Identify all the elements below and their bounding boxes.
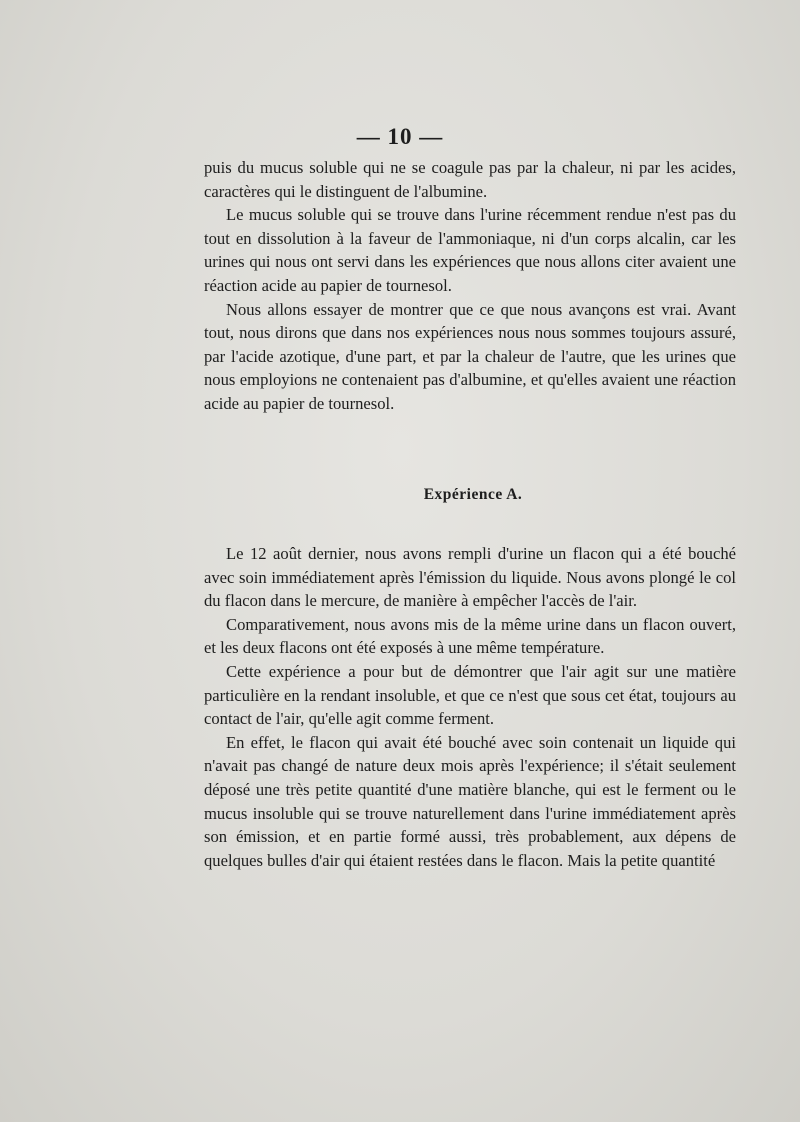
paragraph: Nous allons essayer de montrer que ce que nous avançons est vrai. Avant tout, nous dirons que dans nos expériences nous nous sommes toujours assuré, par l'acide azotique, d'une part, et par la chaleur de l'autre, que les urines que nous employions ne contenaient pas d'albumine, et qu'elles avaient une réaction acide au papier de tournesol. — [204, 299, 736, 413]
paragraph: En effet, le flacon qui avait été bouché avec soin contenait un liquide qui n'avait pas changé de nature deux mois après l'expérience; il s'était seulement déposé une très petite quantité d'une matière blanche, qui est le ferment ou le mucus insoluble qui se trouve naturellement dans l'urine immédiatement après son émission, et en partie formé aussi, très probablement, aux dépens de quelques bulles d'air qui étaient restées dans le flacon. Mais la petite quantité — [204, 732, 736, 870]
text-block-top — [204, 156, 736, 416]
paragraph: Cette expérience a pour but de démontrer que l'air agit sur une matière particulière en la rendant insoluble, et que ce n'est que sous cet état, toujours au contact de l'air, qu'elle agit comme ferment. — [204, 661, 736, 729]
text-block-bottom — [204, 542, 736, 872]
section-heading: Expérience A. — [423, 486, 523, 503]
paragraph: Comparativement, nous avons mis de la même urine dans un flacon ouvert, et les deux flacons ont été exposés à une même température. — [204, 614, 736, 658]
paragraph: Le mucus soluble qui se trouve dans l'urine récemment rendue n'est pas du tout en dissolution à la faveur de l'ammoniaque, ni d'un corps alcalin, car les urines qui nous ont servi dans les expériences que nous allons citer avaient une réaction acide au papier de tournesol. — [204, 205, 736, 295]
paragraph: Le 12 août dernier, nous avons rempli d'urine un flacon qui a été bouché avec soin immédiatement après l'émission du liquide. Nous avons plongé le col du flacon dans le mercure, de manière à empêcher l'accès de l'air. — [204, 544, 736, 611]
paragraph: puis du mucus soluble qui ne se coagule pas par la chaleur, ni par les acides, caractères qui le distinguent de l'albumine. — [204, 158, 736, 201]
page-number: — 10 — — [356, 124, 444, 149]
